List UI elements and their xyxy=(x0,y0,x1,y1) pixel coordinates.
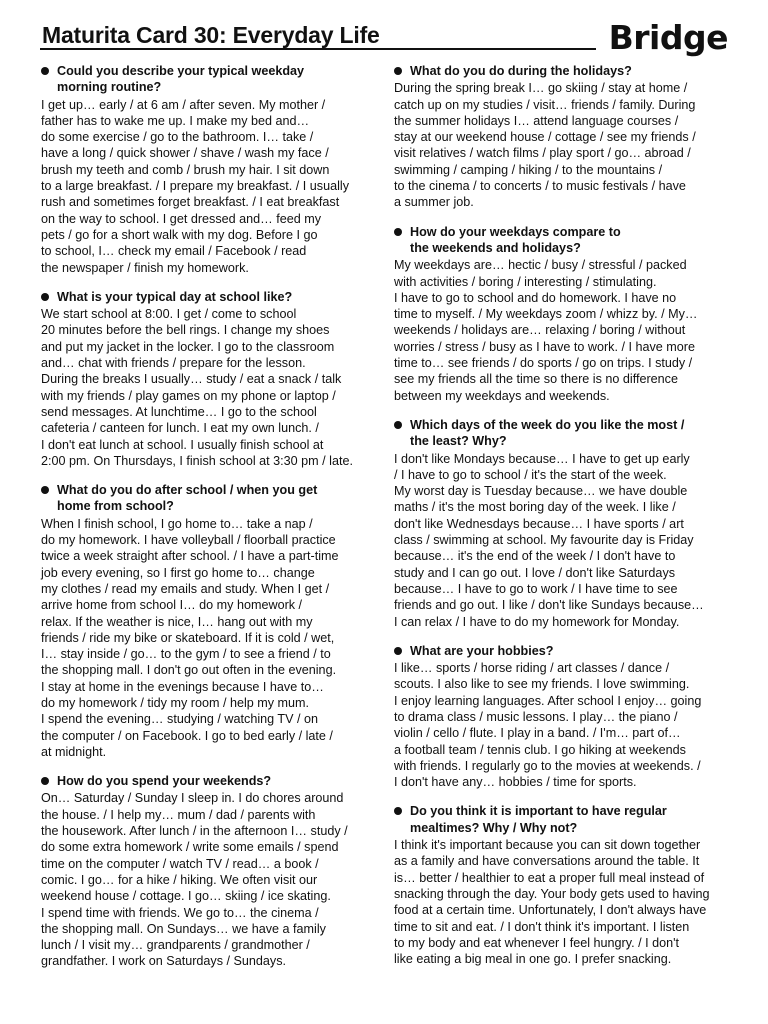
right-column xyxy=(394,63,728,980)
answer-text: When I finish school, I go home to… take a nap / do my homework. I have volleyball / floorball practice twice a week straight after school. / I have a part-time job every evening, so I first go home to… change my clothes / read my emails and study. When I get / arrive home from school I… do my homework / relax. If the weather is nice, I… hang out with my friends / ride my bike or skateboard. If it is cold / wet, I… stay inside / go… to the gym / to see a friend / to the shopping mall. I don't go out often in the evening. I stay at home in the evenings because I have to… do my homework / tidy my room / help my mum. I spend the evening… studying / watching TV / on the computer / on Facebook. I go to bed early / late / at midnight. xyxy=(41,516,339,759)
question-text: How do you spend your weekends? xyxy=(57,774,272,789)
question-text: What is your typical day at school like? xyxy=(57,289,293,304)
question-heading xyxy=(41,482,375,515)
brand-logo: Bridge xyxy=(608,18,728,57)
qa-section xyxy=(394,417,728,630)
page-header xyxy=(40,18,728,57)
bullet-icon xyxy=(394,421,402,429)
question-heading xyxy=(394,63,728,79)
qa-section xyxy=(41,773,375,970)
qa-section xyxy=(41,63,375,276)
question-heading xyxy=(394,224,728,257)
title-underline xyxy=(40,48,596,50)
question-heading xyxy=(394,417,728,450)
left-column xyxy=(41,63,375,983)
page-title: Maturita Card 30: Everyday Life xyxy=(42,22,380,48)
qa-section xyxy=(41,289,375,469)
question-text: Do you think it is important to have regular mealtimes? Why / Why not? xyxy=(410,804,667,835)
question-text: Could you describe your typical weekday morning routine? xyxy=(57,64,305,95)
answer-text: We start school at 8:00. I get / come to school 20 minutes before the bell rings. I change my shoes and put my jacket in the locker. I go to the classroom and… chat with friends / prepare for the lesson. During the breaks I usually… study / eat a snack / talk with my friends / play games on my phone or laptop / send messages. At lunchtime… I go to the school cafeteria / canteen for lunch. I eat my own lunch. / I don't eat lunch at school. I usually finish school at 2:00 pm. On Thursdays, I finish school at 3:30 pm / late. xyxy=(41,307,353,468)
bullet-icon xyxy=(41,293,49,301)
bullet-icon xyxy=(394,67,402,75)
answer-text: During the spring break I… go skiing / stay at home / catch up on my studies / visit… friends / family. During the summer holidays I… attend language courses / stay at our weekend house / cottage / see my friends / visit relatives / watch films / play sport / go… abroad / swimming / camping / hiking / to the mountains / to the cinema / to concerts / to music festivals / have a summer job. xyxy=(394,81,696,210)
bullet-icon xyxy=(394,807,402,815)
question-heading xyxy=(41,63,375,96)
answer-text: I think it's important because you can sit down together as a family and have conversations around the table. It is… better / healthier to eat a proper full meal instead of snacking through the day. Your body gets used to having food at a certain time. Unfortunately, I don't always have time to sit and eat. / I don't think it's important. I listen to my body and eat whenever I feel hungry. / I don't like eating a big meal in one go. I prefer snacking. xyxy=(394,838,710,967)
qa-section xyxy=(394,63,728,211)
question-heading xyxy=(41,773,375,789)
bullet-icon xyxy=(41,486,49,494)
question-text: What do you do after school / when you get home from school? xyxy=(57,483,318,514)
bullet-icon xyxy=(394,228,402,236)
question-heading xyxy=(394,643,728,659)
question-text: What are your hobbies? xyxy=(410,643,554,658)
answer-text: My weekdays are… hectic / busy / stressful / packed with activities / boring / interesting / stimulating. I have to go to school and do homework. I have no time to myself. / My weekdays zoom / whizz by. / My… weekends / holidays are… relaxing / boring / without worries / stress / busy as I have to work. / I have more time to… see friends / do sports / go on trips. I study / see my friends all the time so there is no difference between my weekdays and weekends. xyxy=(394,258,698,403)
question-text: How do your weekdays compare to the weekends and holidays? xyxy=(410,224,621,255)
qa-section xyxy=(394,803,728,967)
bullet-icon xyxy=(41,777,49,785)
question-heading xyxy=(41,289,375,305)
answer-text: I like… sports / horse riding / art classes / dance / scouts. I also like to see my friends. I love swimming. I enjoy learning languages. After school I enjoy… going to drama class / music lessons. I play… the piano / violin / cello / flute. I play in a band. / I'm… part of… a football team / tennis club. I go hiking at weekends with friends. I regularly go to the movies at weekends. / I don't have any… hobbies / time for sports. xyxy=(394,661,702,790)
qa-section xyxy=(41,482,375,760)
question-text: What do you do during the holidays? xyxy=(410,64,632,78)
answer-text: I don't like Mondays because… I have to get up early / I have to go to school / it's the start of the week. My worst day is Tuesday because… we have double maths / it's the most boring day of the week. I like / don't like Wednesdays because… I have sports / art class / swimming at school. My favourite day is Friday because… it's the end of the week / I don't have to study and I can go out. I love / don't like Saturdays because… I have to go to work / I have time to see friends and go out. I like / don't like Sundays because… I can relax / I have to do my homework for Monday. xyxy=(394,451,704,629)
qa-section xyxy=(394,224,728,404)
answer-text: I get up… early / at 6 am / after seven. My mother / father has to wake me up. I make my bed and… do some exercise / go to the bathroom. I… take / have a long / quick shower / shave / wash my face / brush my teeth and comb / brush my hair. I sit down to a large breakfast. / I prepare my breakfast. / I usually rush and sometimes forget breakfast. / I eat breakfast on the way to school. I get dressed and… feed my pets / go for a short walk with my dog. Before I go to school, I… check my email / Facebook / read the newspaper / finish my homework. xyxy=(41,97,349,275)
question-heading xyxy=(394,803,728,836)
bullet-icon xyxy=(394,647,402,655)
answer-text: On… Saturday / Sunday I sleep in. I do chores around the house. / I help my… mum / dad / parents with the housework. After lunch / in the afternoon I… study / do some extra homework / write some emails / spend time on the computer / watch TV / read… a book / comic. I go… for a hike / hiking. We often visit our weekend house / cottage. I go… skiing / ice skating. I spend time with friends. We go to… the cinema / the shopping mall. On Sundays… we have a family lunch / I visit my… grandparents / grandmother / grandfather. I work on Saturdays / Sundays. xyxy=(41,791,348,969)
question-text: Which days of the week do you like the most / the least? Why? xyxy=(410,417,685,449)
bullet-icon xyxy=(41,67,49,75)
qa-section xyxy=(394,643,728,791)
